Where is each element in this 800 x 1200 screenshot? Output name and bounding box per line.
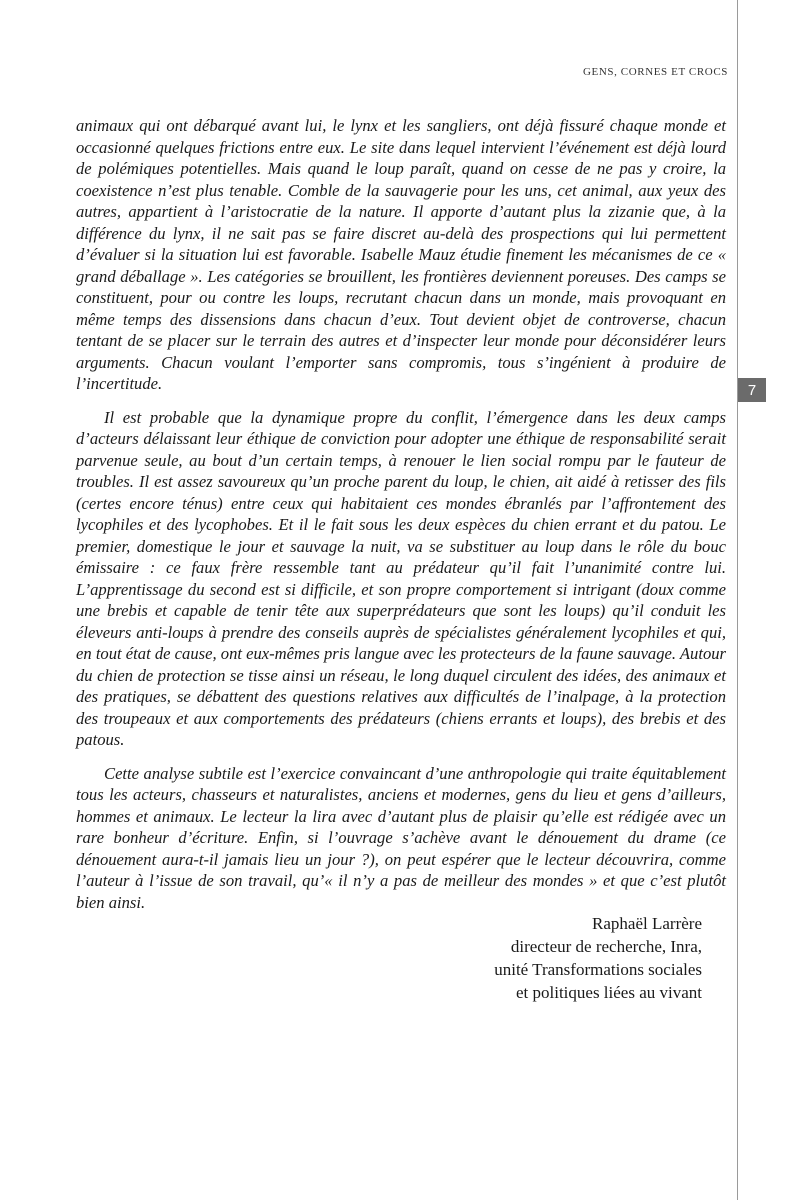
running-head: GENS, CORNES ET CROCS xyxy=(582,66,728,78)
author-unit: unité Transformations sociales xyxy=(494,960,702,979)
signature-block xyxy=(494,912,702,1004)
paragraph-3: Cette analyse subtile est l’exercice convaincant d’une anthropologie qui traite équitablement tous les acteurs, chasseurs et naturalistes, anciens et modernes, gens du lieu et gens d’ailleurs, hommes et animaux. Le lecteur la lira avec d’autant plus de plaisir qu’elle est rédigée avec un rare bonheur d’écriture. Enfin, si l’ouvrage s’achève avant le dénouement du drame (ce dénouement aura-t-il jamais lieu un jour ?), on peut espérer que le lecteur découvrira, comme l’auteur à l’issue de son travail, qu’« il n’y a pas de meilleur des mondes » et que c’est plutôt bien ainsi. xyxy=(76,763,726,912)
margin-rule xyxy=(737,0,738,1200)
body-text xyxy=(76,115,726,913)
paragraph-1: animaux qui ont débarqué avant lui, le lynx et les sangliers, ont déjà fissuré chaque monde et occasionné quelques frictions entre eux. Le site dans lequel intervient l’événement est déjà lourd de polémiques potentielles. Mais quand le loup paraît, quand on cesse de ne pas y croire, la coexistence n’est plus tenable. Comble de la sauvagerie pour les uns, cet animal, aux yeux des autres, appartient à l’aristocratie de la nature. Il apporte d’autant plus la zizanie que, à la différence du lynx, il ne sait pas se faire discret au-delà des prospections qui lui permettent d’évaluer si la situation lui est favorable. Isabelle Mauz étudie finement les mécanismes de ce « grand déballage ». Les catégories se brouillent, les frontières deviennent poreuses. Des camps se constituent, pour ou contre les loups, recrutant chacun dans un monde, mais provoquant en même temps des dissensions dans chacun d’eux. Tout devient objet de controverse, chacun tentant de se placer sur le terrain des autres et d’inspecter leur monde pour déconsidérer leurs arguments. Chacun voulant l’emporter sans compromis, tous s’ingénient à produire de l’incertitude. xyxy=(76,116,726,393)
page-number-tab: 7 xyxy=(738,378,766,402)
paragraph-2: Il est probable que la dynamique propre du conflit, l’émergence dans les deux camps d’acteurs délaissant leur éthique de conviction pour adopter une éthique de responsabilité serait parvenue seule, au bout d’un certain temps, à renouer le lien social rompu par le fauteur de troubles. Il est assez savoureux qu’un proche parent du loup, le chien, ait aidé à retisser des fils (certes encore ténus) entre ceux qui habitaient ces mondes ébranlés par l’affrontement des lycophiles et des lycophobes. Et il le fait sous les deux espèces du chien errant et du patou. Le premier, domestique le jour et sauvage la nuit, va se substituer au loup dans le rôle du bouc émissaire : ce faux frère ressemble tant au prédateur qu’il fait l’unanimité contre lui. L’apprentissage du second est si difficile, et son propre comportement si intrigant (doux comme une brebis et capable de tenir tête aux superprédateurs que sont les loups) qu’il conduit les éleveurs anti-loups à prendre des conseils auprès de spécialistes généralement lycophiles et qui, en tout état de cause, ont eux-mêmes pris langue avec les protecteurs de la faune sauvage. Autour du chien de protection se tisse ainsi un réseau, le long duquel circulent des idées, des animaux et des pratiques, se débattent des questions relatives aux difficultés de l’inalpage, à la protection des troupeaux et aux comportements des prédateurs (chiens errants et loups), des brebis et des patous. xyxy=(76,407,726,749)
author-unit-cont: et politiques liées au vivant xyxy=(515,983,702,1002)
author-name: Raphaël Larrère xyxy=(592,914,702,933)
author-title: directeur de recherche, Inra, xyxy=(510,937,702,956)
